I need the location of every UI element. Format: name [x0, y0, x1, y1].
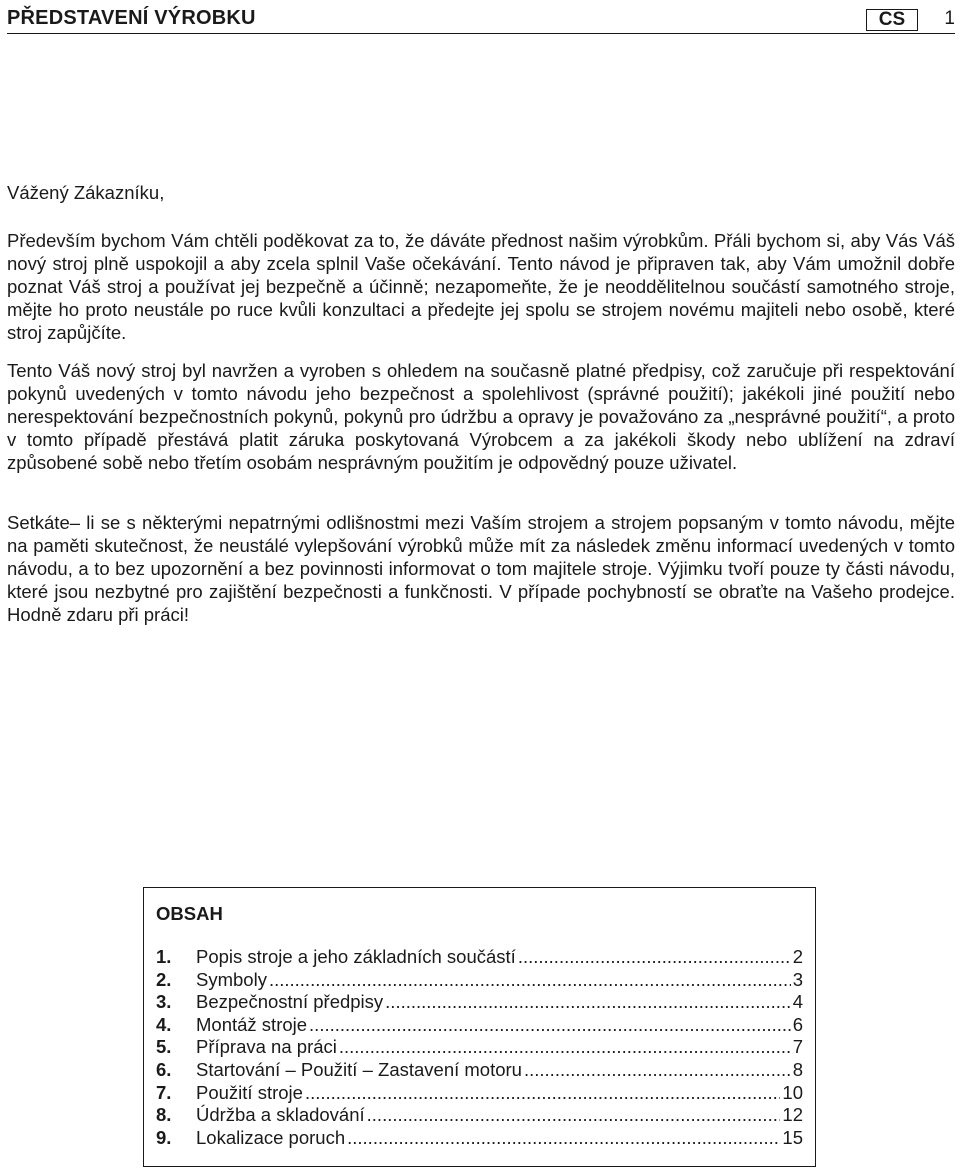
toc-item[interactable] — [156, 1127, 803, 1150]
toc-item-label: Údržba a skladování — [196, 1104, 365, 1126]
language-badge: CS — [866, 9, 918, 31]
toc-item[interactable] — [156, 946, 803, 969]
toc-item-number: 8. — [156, 1104, 172, 1126]
toc-item-label: Bezpečnostní předpisy — [196, 991, 384, 1013]
toc-item-page: 6 — [792, 1013, 803, 1035]
toc-item[interactable] — [156, 1104, 803, 1127]
toc-leader-dots — [305, 1082, 780, 1104]
table-of-contents — [143, 887, 816, 1167]
toc-item-label: Lokalizace poruch — [196, 1126, 346, 1148]
toc-leader-dots — [347, 1127, 780, 1149]
toc-item[interactable] — [156, 969, 803, 992]
toc-item-page: 10 — [782, 1081, 803, 1103]
differences-paragraph: Setkáte– li se s některými nepatrnými odlišnostmi mezi Vaším strojem a strojem popsaným v tomto návodu, mějte na paměti skutečnost, že neustálé vylepšování výrobků může mít za následek změnu informací uvedených v tomto návodu, a to bez upozornění a bez povinnosti informovat o tom majitele stroje. Výjimku tvoří pouze ty části návodu, které jsou nezbytné pro zajištění bezpečnosti a funkčnosti. V případe pochybností se obraťte na Vašeho prodejce. Hodně zdaru při práci! — [7, 512, 955, 625]
toc-item-number: 3. — [156, 991, 172, 1013]
toc-item-label: Montáž stroje — [196, 1013, 308, 1035]
toc-item-label: Popis stroje a jeho základních součástí — [196, 946, 516, 967]
toc-item-label: Symboly — [196, 968, 267, 990]
toc-item-label: Příprava na práci — [196, 1036, 337, 1058]
intro-paragraph: Především bychom Vám chtěli poděkovat za to, že dáváte přednost našim výrobkům. Přáli bychom si, aby Vás Váš nový stroj plně uspokojil a aby zcela splnil Vaše očekávání. Tento návod je připraven tak, aby Vám umožnil dobře poznat Váš stroj a používat jej bezpečně a účinně; nezapomeňte, že je neoddělitelnou součástí samotného stroje, mějte ho proto neustále po ruce kvůli konzultaci a předejte jej spolu se strojem novému majiteli nebo osobě, které stroj zapůjčíte. — [7, 230, 955, 343]
toc-list — [156, 946, 803, 1149]
toc-leader-dots — [385, 991, 791, 1013]
toc-item-page: 8 — [792, 1058, 803, 1080]
toc-item[interactable] — [156, 1082, 803, 1105]
toc-item-page: 4 — [792, 991, 803, 1013]
page-number: 1 — [944, 8, 955, 29]
toc-item[interactable] — [156, 1014, 803, 1037]
toc-item[interactable] — [156, 1059, 803, 1082]
toc-item-number: 9. — [156, 1126, 172, 1148]
toc-title: OBSAH — [156, 903, 223, 924]
toc-leader-dots — [309, 1014, 791, 1036]
toc-leader-dots — [339, 1036, 791, 1058]
toc-item-number: 5. — [156, 1036, 172, 1058]
toc-item-page: 15 — [782, 1126, 803, 1148]
safety-paragraph: Tento Váš nový stroj byl navržen a vyroben s ohledem na současně platné předpisy, což zaručuje při respektování pokynů uvedených v tomto návodu jeho bezpečnost a spolehlivost (správné použití); jakékoli jiné použití nebo nerespektování bezpečnostních pokynů, pokynů pro údržbu a opravy je považováno za „nesprávné použití“, a proto v tomto případě přestává platit záruka poskytovaná Výrobcem a za jakékoli škody nebo ublížení na zdraví způsobené sobě nebo třetím osobám nesprávným použitím je odpovědný pouze uživatel. — [7, 360, 955, 473]
toc-item-number: 1. — [156, 946, 172, 967]
toc-leader-dots — [367, 1104, 781, 1126]
toc-item-label: Startování – Použití – Zastavení motoru — [196, 1058, 522, 1080]
toc-leader-dots — [518, 946, 791, 968]
toc-item-label: Použití stroje — [196, 1081, 303, 1103]
toc-item-number: 7. — [156, 1081, 172, 1103]
toc-leader-dots — [269, 969, 791, 991]
toc-item-page: 2 — [792, 946, 803, 967]
toc-item[interactable] — [156, 991, 803, 1014]
toc-leader-dots — [524, 1059, 791, 1081]
page-title: PŘEDSTAVENÍ VÝROBKU — [7, 7, 256, 29]
toc-item[interactable] — [156, 1036, 803, 1059]
toc-item-number: 6. — [156, 1058, 172, 1080]
toc-item-page: 3 — [792, 968, 803, 990]
toc-item-number: 2. — [156, 968, 172, 990]
toc-item-page: 12 — [782, 1104, 803, 1126]
page-header — [7, 5, 955, 34]
salutation: Vážený Zákazníku, — [7, 182, 165, 203]
toc-item-number: 4. — [156, 1013, 172, 1035]
toc-item-page: 7 — [792, 1036, 803, 1058]
